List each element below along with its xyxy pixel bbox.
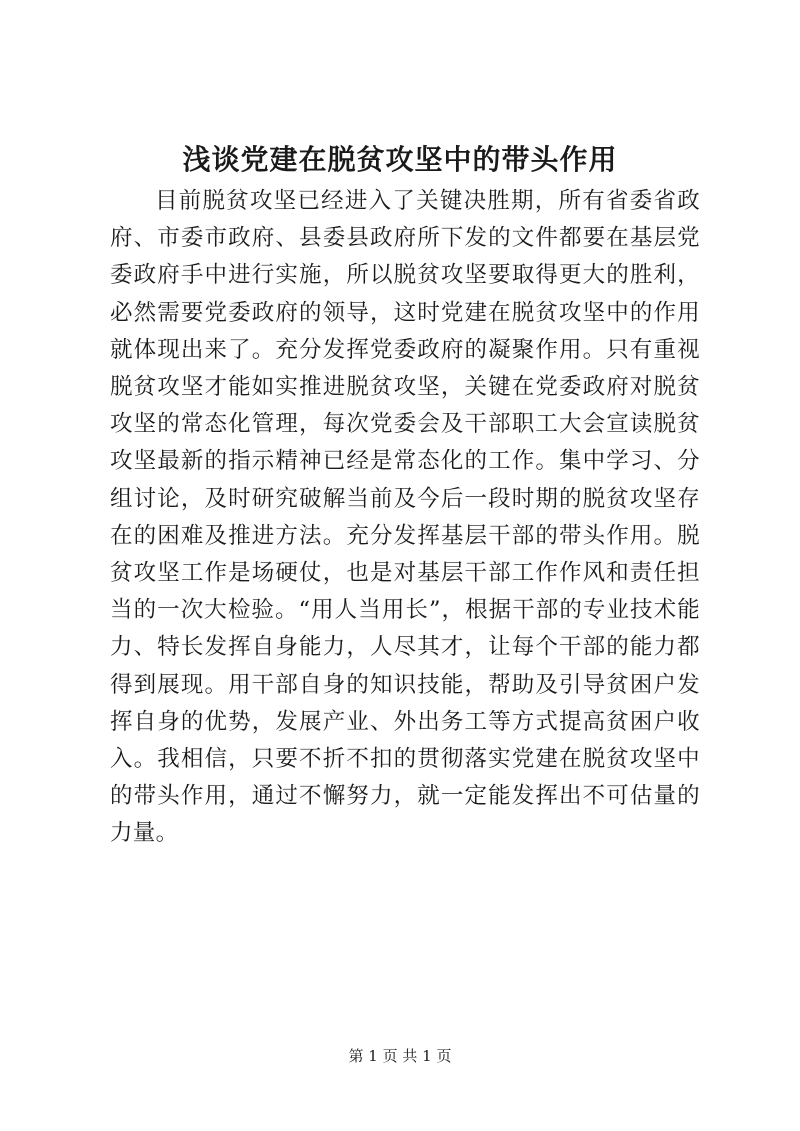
page-footer: 第 1 页 共 1 页	[348, 1047, 452, 1065]
body-paragraph: 目前脱贫攻坚已经进入了关键决胜期，所有省委省政府、市委市政府、县委县政府所下发的文件都要在基层党委政府手中进行实施，所以脱贫攻坚要取得更大的胜利，必然需要党委政府的领导，这时党建在脱贫攻坚中的作用就体现出来了。充分发挥党委政府的凝聚作用。只有重视脱贫攻坚才能如实推进脱贫攻坚，关键在党委政府对脱贫攻坚的常态化管理，每次党委会及干部职工大会宣读脱贫攻坚最新的指示精神已经是常态化的工作。集中学习、分组讨论，及时研究破解当前及今后一段时期的脱贫攻坚存在的困难及推进方法。充分发挥基层干部的带头作用。脱贫攻坚工作是场硬仗，也是对基层干部工作作风和责任担当的一次大检验。“用人当用长”，根据干部的专业技术能力、特长发挥自身能力，人尽其才，让每个干部的能力都得到展现。用干部自身的知识技能，帮助及引导贫困户发挥自身的优势，发展产业、外出务工等方式提高贫困户收入。我相信，只要不折不扣的贯彻落实党建在脱贫攻坚中的带头作用，通过不懈努力，就一定能发挥出不可估量的力量。	[110, 188, 700, 847]
document-title: 浅谈党建在脱贫攻坚中的带头作用	[182, 143, 618, 176]
